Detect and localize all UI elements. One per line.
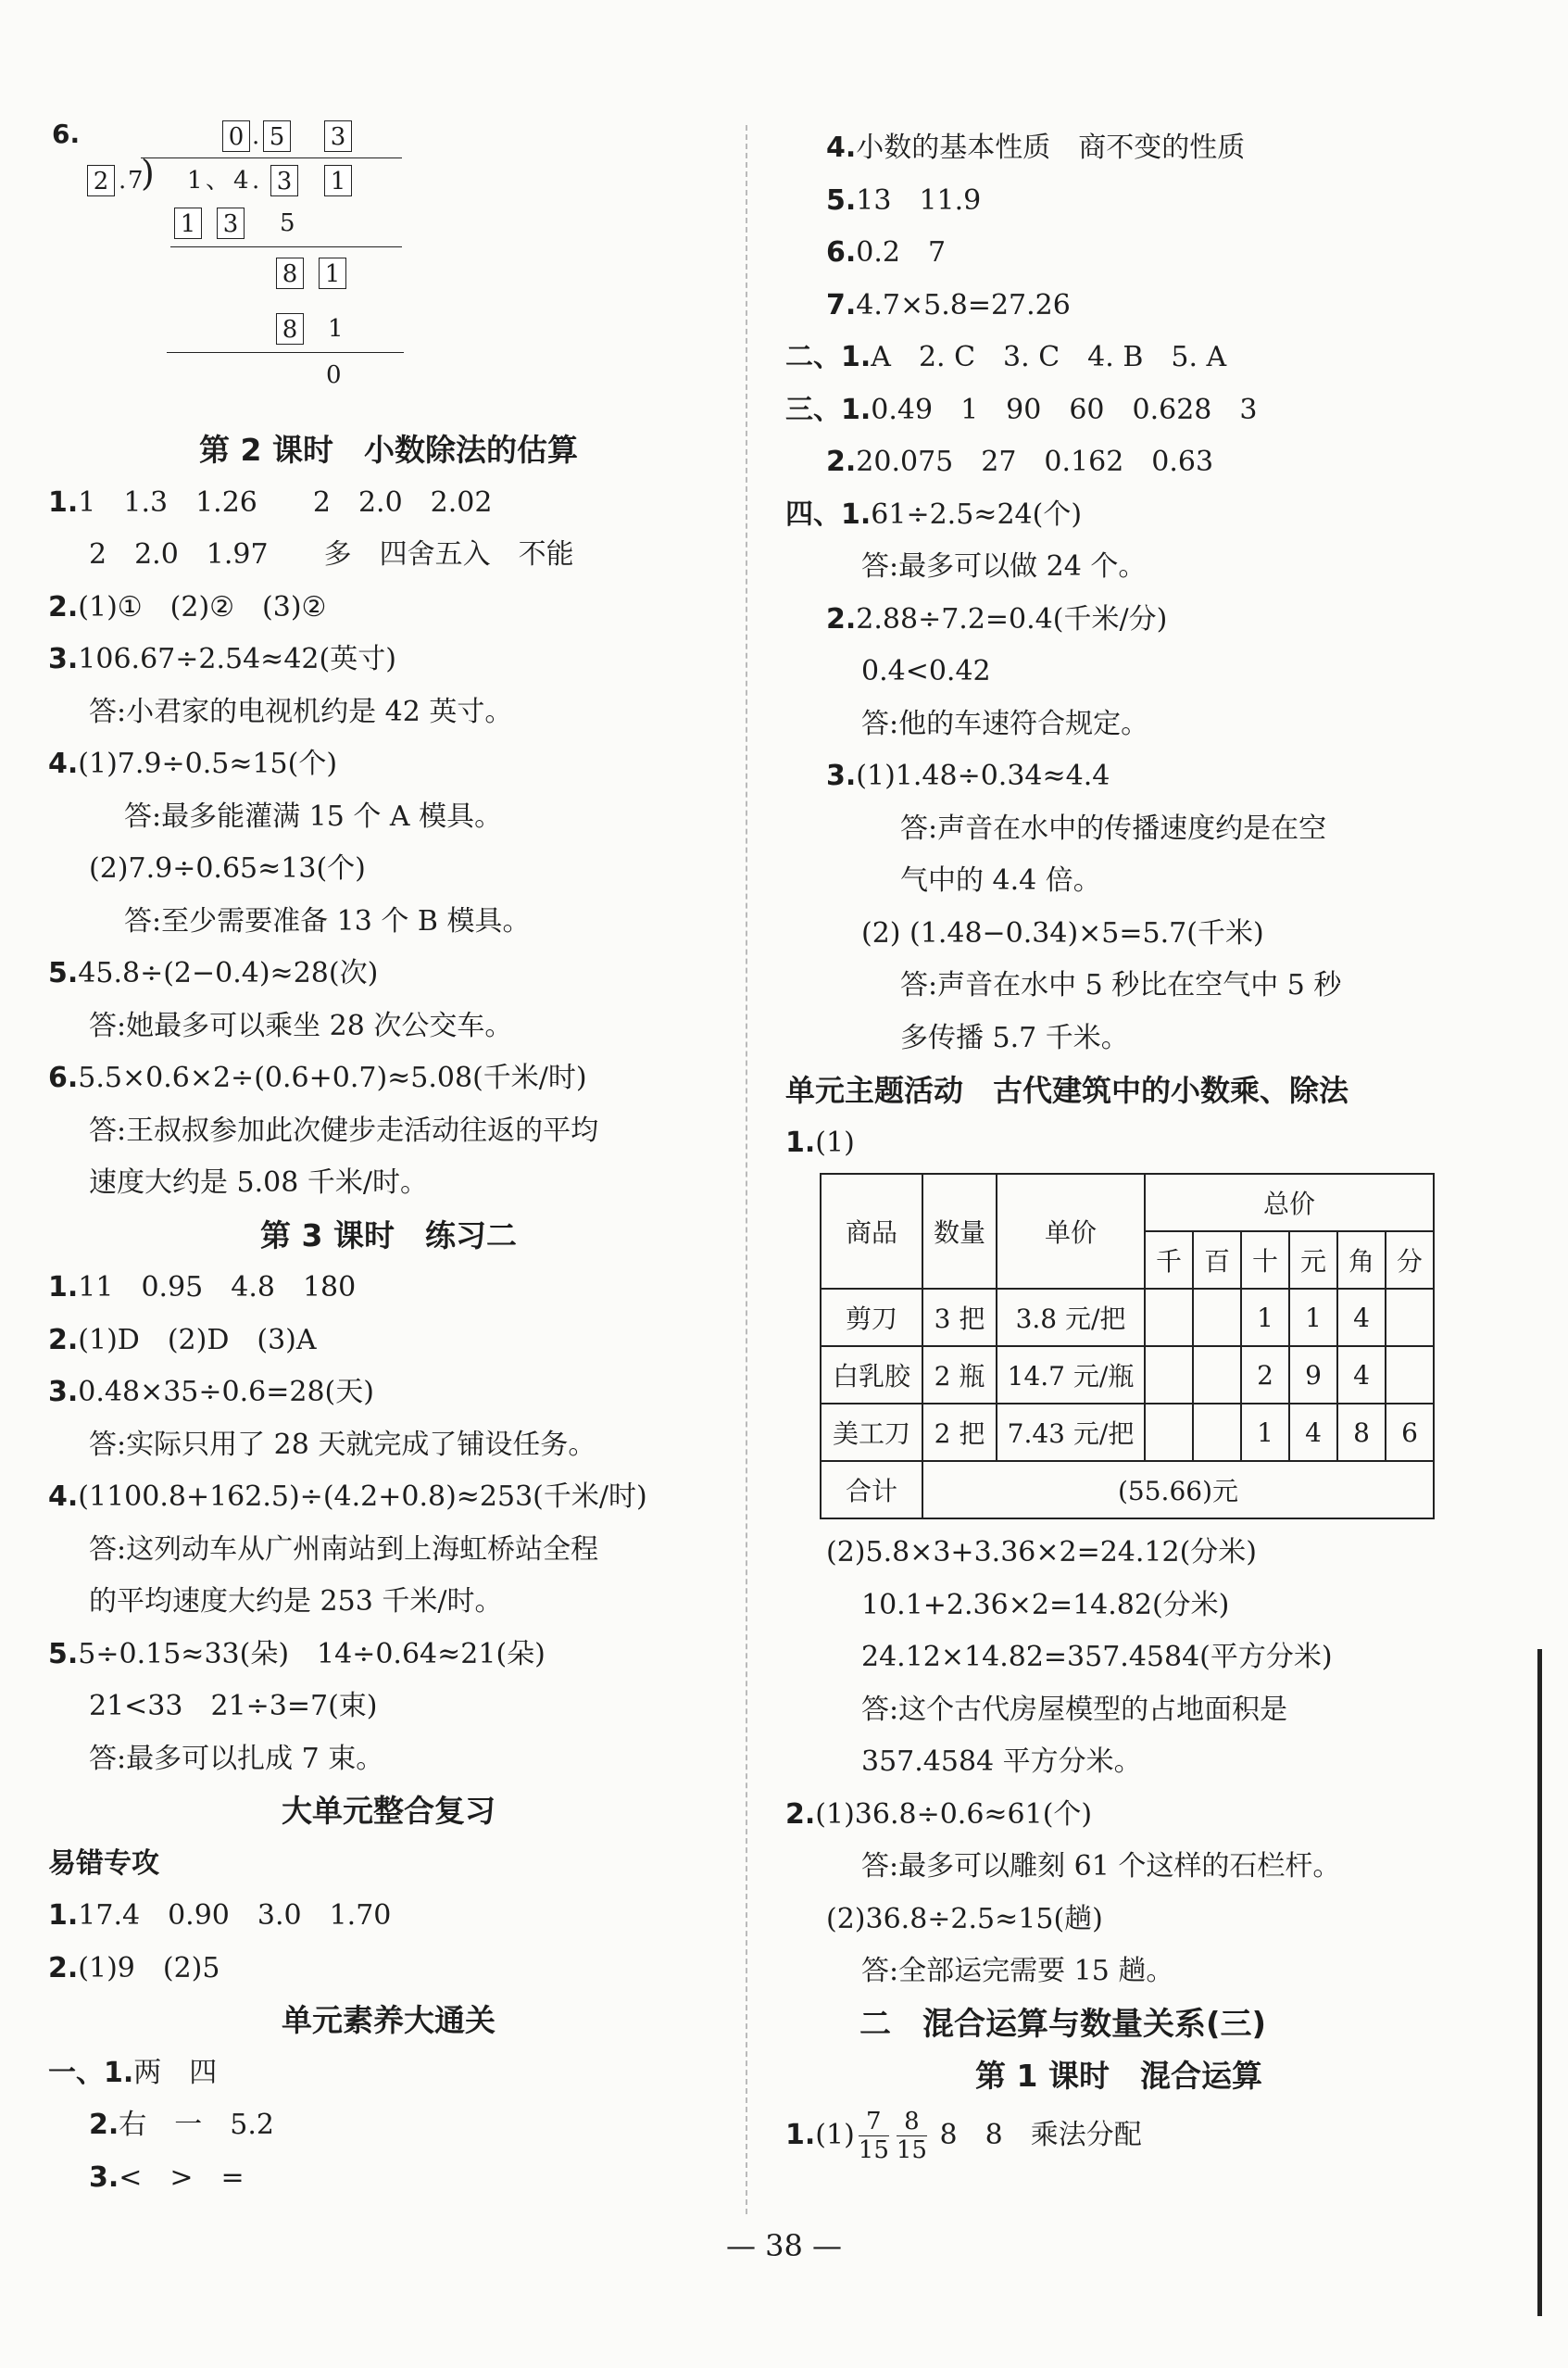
cell-digit — [1386, 1346, 1434, 1404]
answer-number: 3. — [48, 1376, 79, 1408]
answer-line — [48, 2099, 729, 2152]
answer-number: 6. — [48, 1062, 79, 1094]
answer-text: 速度大约是 5.08 千米/时。 — [89, 1166, 428, 1199]
answer-line — [48, 1262, 729, 1315]
answer-text: 答:最多能灌满 15 个 A 模具。 — [124, 800, 503, 833]
answer-number: 1. — [48, 1899, 79, 1932]
answer-line — [48, 634, 729, 686]
answer-text: 2.88÷7.2=0.4(千米/分) — [856, 602, 1168, 636]
long-division: 6. 0 . 5 3 2 . 7 ) 1 、 4 . 3 1 1 3 5 8 1 8 1 0 — [48, 119, 729, 424]
answer-text: (1)D (2)D (3)A — [78, 1323, 317, 1356]
step-digit: 8 — [276, 313, 304, 345]
answer-text: (1)① (2)② (3)② — [78, 590, 327, 623]
answer-text: (2)5.8×3+3.36×2=24.12(分米) — [826, 1536, 1258, 1568]
activity-answers — [785, 1527, 1452, 1998]
quotient-digit: 5 — [263, 120, 291, 152]
answer-line: 1.(1) $\frac{7}{15}$ $\frac{8}{15}$ 8 8 乘法分配 — [785, 2108, 1142, 2164]
answer-number: 3. — [48, 643, 79, 675]
answer-line — [48, 1419, 729, 1472]
table-row — [821, 1289, 1434, 1346]
answer-text: (1)1.48÷0.34≈4.4 — [856, 760, 1110, 792]
answer-line — [785, 699, 1452, 751]
answer-line — [48, 1524, 729, 1577]
dividend-digit: 4 — [233, 167, 249, 195]
answer-number: 2. — [826, 602, 857, 636]
answer-line — [48, 791, 729, 844]
answer-text: (1)9 (2)5 — [78, 1951, 220, 1984]
answer-line — [48, 582, 729, 635]
dividend-digit: 1 — [187, 167, 203, 195]
answer-line — [48, 1943, 729, 1996]
answer-line — [785, 750, 1452, 803]
answer-number: 2. — [785, 1797, 816, 1831]
answer-line — [785, 594, 1452, 647]
answer-text: 0.49 1 90 60 0.628 3 — [871, 393, 1258, 426]
answer-text: 答:至少需要准备 13 个 B 模具。 — [124, 904, 531, 938]
cost-table — [820, 1173, 1435, 1519]
cell-item: 剪刀 — [821, 1289, 922, 1346]
answer-text: 45.8÷(2−0.4)≈28(次) — [78, 957, 379, 989]
lesson-title: 第 2 课时 小数除法的估算 — [199, 432, 578, 468]
answer-number: 3. — [89, 2160, 119, 2194]
answer-text: 右 一 5.2 — [119, 2109, 274, 2141]
cell-price: 3.8 元/把 — [997, 1289, 1145, 1346]
answer-text: 61÷2.5≈24(个) — [871, 498, 1083, 531]
answer-number: 1. — [48, 485, 79, 519]
answer-line — [785, 175, 1452, 228]
lesson3-answers — [48, 1262, 729, 1785]
cell-digit: 1 — [1289, 1289, 1337, 1346]
answer-number: 1. — [48, 1271, 79, 1304]
answer-text: 11 0.95 4.8 180 — [78, 1271, 357, 1304]
answer-line — [785, 1684, 1452, 1737]
answer-text: 气中的 4.4 倍。 — [900, 864, 1101, 897]
answer-line — [48, 1576, 729, 1629]
answer-number: 7. — [826, 288, 857, 321]
answer-line — [48, 1733, 729, 1786]
answer-line — [785, 384, 1452, 437]
answer-line — [48, 1681, 729, 1733]
answer-text: 答:最多可以雕刻 61 个这样的石栏杆。 — [861, 1850, 1341, 1883]
answer-line — [48, 477, 729, 530]
cell-qty: 2 把 — [922, 1404, 997, 1461]
answer-line — [48, 843, 729, 896]
cell-digit — [1145, 1404, 1193, 1461]
answer-line — [48, 686, 729, 739]
answer-text: 答:实际只用了 28 天就完成了铺设任务。 — [89, 1428, 596, 1461]
lesson-title: 第 1 课时 混合运算 — [975, 2058, 1262, 2094]
answer-number: 5. — [48, 1637, 79, 1670]
answer-text: 24.12×14.82=357.4584(平方分米) — [861, 1641, 1333, 1673]
answer-number: 一、1. — [48, 2056, 134, 2089]
cell-digit — [1193, 1289, 1241, 1346]
answer-text: 答:最多可以扎成 7 束。 — [89, 1742, 384, 1775]
answer-line — [48, 896, 729, 949]
answer-text: 答:声音在水中的传播速度约是在空 — [900, 812, 1327, 845]
answer-number: 2. — [48, 590, 79, 623]
answer-text: 21<33 21÷3=7(束) — [89, 1690, 378, 1722]
answer-text: (1)36.8÷0.6≈61(个) — [815, 1797, 1093, 1831]
answer-text: 多传播 5.7 千米。 — [900, 1021, 1129, 1054]
cell-digit — [1193, 1404, 1241, 1461]
answer-text: A 2. C 3. C 4. B 5. A — [871, 341, 1227, 373]
answer-text: 106.67÷2.54≈42(英寸) — [78, 643, 396, 675]
answer-line — [48, 1105, 729, 1158]
right-column — [785, 122, 1452, 2168]
header-price: 单价 — [997, 1174, 1145, 1289]
cell-price: 7.43 元/把 — [997, 1404, 1145, 1461]
divisor-digit: 2 — [87, 165, 115, 196]
dividend-digit: 3 — [270, 165, 298, 196]
answer-line — [785, 332, 1452, 384]
cell-digit: 6 — [1386, 1404, 1434, 1461]
answer-number: 4. — [48, 1480, 79, 1513]
answer-text: 2 2.0 1.97 多 四舍五入 不能 — [89, 538, 574, 571]
answer-text: 答:小君家的电视机约是 42 英寸。 — [89, 695, 513, 728]
left-column — [48, 119, 729, 2204]
lesson-title: 第 3 课时 练习二 — [260, 1216, 517, 1253]
answer-line — [785, 1841, 1452, 1894]
answer-text: 答:她最多可以乘坐 28 次公交车。 — [89, 1009, 513, 1042]
header-total: 总价 — [1145, 1174, 1434, 1231]
answer-line — [48, 1629, 729, 1682]
digit-header: 十 — [1241, 1231, 1289, 1289]
fraction: $\frac{7}{15}$ — [858, 2108, 889, 2164]
continued-answers — [785, 122, 1452, 1064]
header-qty: 数量 — [922, 1174, 997, 1289]
answer-text: 两 四 — [133, 2056, 218, 2089]
divisor-digit: 7 — [128, 167, 144, 195]
answer-number: 2. — [48, 1323, 79, 1356]
step-digit: 8 — [276, 258, 304, 289]
answer-line — [785, 855, 1452, 908]
remainder: 0 — [326, 361, 342, 389]
answer-text: 5÷0.15≈33(朵) 14÷0.64≈21(朵) — [78, 1637, 546, 1670]
cell-digit: 9 — [1289, 1346, 1337, 1404]
answer-line — [785, 1789, 1452, 1842]
activity-title: 单元主题活动 古代建筑中的小数乘、除法 — [785, 1073, 1349, 1108]
answer-line — [785, 489, 1452, 542]
step-digit: 1 — [174, 208, 202, 239]
answer-line — [785, 960, 1452, 1013]
answer-number: 5. — [826, 183, 857, 217]
answer-line — [785, 646, 1452, 699]
answer-line — [48, 738, 729, 791]
answer-number: 4. — [826, 132, 857, 164]
answer-line — [785, 1631, 1452, 1684]
answer-line — [48, 1052, 729, 1105]
answer-number: 2. — [48, 1951, 79, 1984]
answer-text: (2)7.9÷0.65≈13(个) — [89, 852, 366, 885]
answer-text: 0.2 7 — [856, 236, 947, 269]
page-number: — 38 — — [725, 2228, 843, 2263]
answer-text: 0.4<0.42 — [861, 655, 991, 687]
answer-line — [48, 529, 729, 582]
sum-label: 合计 — [821, 1461, 922, 1518]
step-digit: 1 — [319, 258, 346, 289]
answer-text: 的平均速度大约是 253 千米/时。 — [89, 1585, 503, 1618]
answer-text: 答:王叔叔参加此次健步走活动往返的平均 — [89, 1114, 599, 1147]
division-bar — [141, 157, 402, 158]
answer-text: 20.075 27 0.162 0.63 — [856, 446, 1214, 478]
step-digit: 1 — [328, 315, 344, 343]
error-answers — [48, 1890, 729, 1995]
section-title: 单元素养大通关 — [282, 2002, 495, 2038]
division-bracket: ) — [141, 153, 155, 194]
decimal-point: . — [252, 122, 260, 150]
answer-line — [785, 1527, 1452, 1580]
answer-line — [785, 436, 1452, 489]
cell-digit: 8 — [1337, 1404, 1386, 1461]
answer-line — [785, 1013, 1452, 1065]
answer-line — [48, 1890, 729, 1943]
answer-text: (1100.8+162.5)÷(4.2+0.8)≈253(千米/时) — [78, 1480, 647, 1513]
answer-number: 6. — [826, 236, 857, 269]
digit-header: 分 — [1386, 1231, 1434, 1289]
digit-header: 百 — [1193, 1231, 1241, 1289]
answer-line — [48, 1315, 729, 1367]
quotient-digit: 3 — [324, 120, 352, 152]
step-digit: 3 — [217, 208, 245, 239]
answer-text: 4.7×5.8=27.26 — [856, 288, 1071, 321]
answer-text: 357.4584 平方分米。 — [861, 1745, 1142, 1778]
answer-text: 1 1.3 1.26 2 2.0 2.02 — [78, 485, 493, 519]
digit-header: 千 — [1145, 1231, 1193, 1289]
step-digit: 5 — [280, 209, 295, 237]
cell-digit: 4 — [1337, 1289, 1386, 1346]
cell-qty: 2 瓶 — [922, 1346, 997, 1404]
answer-line — [785, 541, 1452, 594]
answer-number: 二、1. — [785, 341, 872, 373]
header-item: 商品 — [821, 1174, 922, 1289]
answer-text: 0.48×35÷0.6=28(天) — [78, 1376, 374, 1408]
answer-number: 2. — [89, 2109, 119, 2141]
answer-line — [785, 1736, 1452, 1789]
answer-line — [785, 908, 1452, 961]
answer-text: 答:这列动车从广州南站到上海虹桥站全程 — [89, 1532, 599, 1566]
answer-number: 三、1. — [785, 393, 872, 426]
quotient-digit: 0 — [222, 120, 250, 152]
fraction: $\frac{8}{15}$ — [896, 2108, 927, 2164]
answer-text: 17.4 0.90 3.0 1.70 — [78, 1899, 392, 1932]
question-number: 6. — [52, 119, 81, 149]
answer-text: 答:他的车速符合规定。 — [861, 707, 1149, 740]
section-title: 大单元整合复习 — [282, 1793, 495, 1829]
answer-line — [785, 1580, 1452, 1632]
dividend-digit: 1 — [324, 165, 352, 196]
cell-digit — [1145, 1346, 1193, 1404]
cell-digit: 1 — [1241, 1289, 1289, 1346]
answer-text: 10.1+2.36×2=14.82(分米) — [861, 1588, 1230, 1621]
answer-line — [48, 2047, 729, 2100]
column-divider — [746, 125, 747, 2214]
answer-line: 1.(1) — [785, 1126, 855, 1159]
cell-digit: 1 — [1241, 1404, 1289, 1461]
digit-header: 元 — [1289, 1231, 1337, 1289]
page-edge — [1537, 1649, 1542, 2316]
cell-item: 美工刀 — [821, 1404, 922, 1461]
digit-header: 角 — [1337, 1231, 1386, 1289]
cell-digit — [1193, 1346, 1241, 1404]
answer-text: < > = — [119, 2160, 245, 2194]
sum-value: (55.66)元 — [922, 1461, 1434, 1518]
lesson2-answers — [48, 477, 729, 1210]
table-row — [821, 1404, 1434, 1461]
answer-number: 2. — [826, 446, 857, 478]
cell-digit: 2 — [1241, 1346, 1289, 1404]
answer-line — [785, 803, 1452, 856]
answer-text: 答:最多可以做 24 个。 — [861, 550, 1147, 583]
answer-line — [785, 122, 1452, 175]
answer-text: (2)36.8÷2.5≈15(趟) — [826, 1902, 1103, 1935]
answer-line — [785, 280, 1452, 333]
answer-text: 5.5×0.6×2÷(0.6+0.7)≈5.08(千米/时) — [78, 1062, 587, 1094]
answer-line — [48, 1001, 729, 1053]
cell-digit: 4 — [1337, 1346, 1386, 1404]
answer-line — [48, 948, 729, 1001]
answer-line — [785, 1946, 1452, 1998]
answer-number: 四、1. — [785, 498, 872, 531]
cell-price: 14.7 元/瓶 — [997, 1346, 1145, 1404]
answer-text: 答:声音在水中 5 秒比在空气中 5 秒 — [900, 969, 1342, 1001]
answer-number: 5. — [48, 957, 79, 989]
answer-line — [48, 2152, 729, 2205]
answer-number: 4. — [48, 748, 79, 780]
cell-digit: 4 — [1289, 1404, 1337, 1461]
cell-item: 白乳胶 — [821, 1346, 922, 1404]
answer-number: 3. — [826, 760, 857, 792]
answer-text: (1)7.9÷0.5≈15(个) — [78, 748, 338, 780]
cell-digit — [1386, 1289, 1434, 1346]
unit-answers — [48, 2047, 729, 2205]
subsection-title: 易错专攻 — [48, 1846, 159, 1880]
answer-line — [48, 1157, 729, 1210]
answer-text: 13 11.9 — [856, 183, 982, 217]
answer-text: 小数的基本性质 商不变的性质 — [856, 132, 1246, 164]
answer-line — [48, 1367, 729, 1419]
answer-line — [785, 1894, 1452, 1946]
chapter-title: 二 混合运算与数量关系(三) — [859, 2005, 1267, 2043]
answer-line — [785, 227, 1452, 280]
cell-digit — [1145, 1289, 1193, 1346]
answer-line — [48, 1471, 729, 1524]
answer-text: 答:全部运完需要 15 趟。 — [861, 1955, 1174, 1987]
answer-text: (2) (1.48−0.34)×5=5.7(千米) — [861, 916, 1264, 950]
cell-qty: 3 把 — [922, 1289, 997, 1346]
answer-text: 答:这个古代房屋模型的占地面积是 — [861, 1693, 1288, 1726]
table-row — [821, 1346, 1434, 1404]
